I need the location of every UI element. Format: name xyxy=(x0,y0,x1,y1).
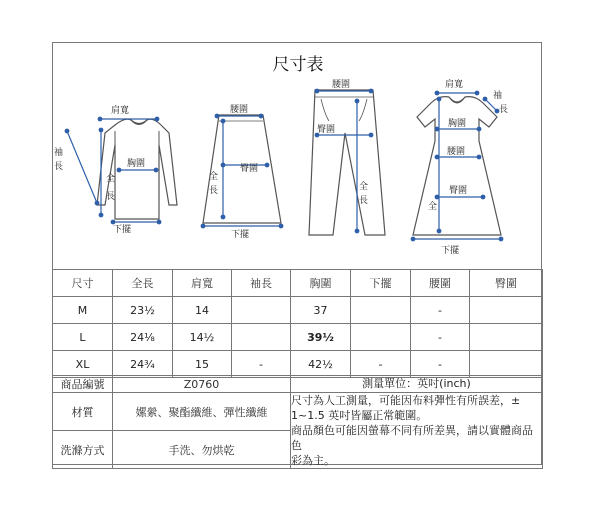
dress-hem-label: 下擺 xyxy=(441,246,460,256)
table-row xyxy=(53,297,543,324)
unit-note-text: 測量單位：英吋(inch) xyxy=(362,377,471,390)
unit-note xyxy=(291,376,543,393)
size-table-header xyxy=(53,270,543,297)
cell-size: M xyxy=(53,297,113,324)
skirt-hem-label: 下擺 xyxy=(231,230,250,240)
length-label-2: 長 xyxy=(106,192,116,202)
shoulder-label: 肩寬 xyxy=(111,106,130,116)
wash-label: 洗滌方式 xyxy=(53,431,113,469)
pants-waist-label: 腰圍 xyxy=(332,80,351,90)
cell-length: 23½ xyxy=(113,297,173,324)
header-hem: 下擺 xyxy=(351,270,411,297)
header-chest: 胸圍 xyxy=(291,270,351,297)
note-line: 商品顏色可能因螢幕不同有所差異，請以實體商品色 xyxy=(291,424,533,452)
dress-shoulder-label: 肩寬 xyxy=(445,80,464,90)
sleeve-label-1: 袖 xyxy=(54,148,64,158)
cell-hip xyxy=(470,297,543,324)
measurement-notes xyxy=(291,393,543,469)
product-code-value: Z0760 xyxy=(113,376,291,393)
garment-illustrations xyxy=(53,75,543,265)
cell-length: 24¾ xyxy=(113,351,173,378)
header-waist: 腰圍 xyxy=(411,270,470,297)
product-info-table xyxy=(52,375,543,469)
header-shoulder: 肩寬 xyxy=(173,270,232,297)
hem-label: 下擺 xyxy=(113,225,132,235)
skirt-illustration xyxy=(203,104,281,240)
cell-hem xyxy=(351,324,411,351)
cell-sleeve xyxy=(232,324,291,351)
header-sleeve: 袖長 xyxy=(232,270,291,297)
cell-hem: - xyxy=(351,351,411,378)
cell-chest: 39½ xyxy=(291,324,351,351)
chart-title: 尺寸表 xyxy=(272,55,324,75)
table-row xyxy=(53,324,543,351)
pants-length-label-2: 長 xyxy=(359,196,369,206)
dress-waist-label: 腰圍 xyxy=(447,147,466,157)
skirt-length-label-2: 長 xyxy=(209,186,219,196)
pants-length-label-1: 全 xyxy=(359,182,369,192)
cell-hip xyxy=(470,324,543,351)
dress-hip-label: 臀圍 xyxy=(449,186,468,196)
cell-waist: - xyxy=(411,324,470,351)
cell-waist: - xyxy=(411,297,470,324)
header-hip: 臀圍 xyxy=(470,270,543,297)
cell-shoulder: 14 xyxy=(173,297,232,324)
cell-chest: 42½ xyxy=(291,351,351,378)
skirt-waist-label: 腰圍 xyxy=(230,105,249,115)
cell-chest: 37 xyxy=(291,297,351,324)
cell-sleeve: - xyxy=(232,351,291,378)
material-label: 材質 xyxy=(53,393,113,431)
cell-shoulder: 14½ xyxy=(173,324,232,351)
pants-hip-label: 臀圍 xyxy=(317,125,336,135)
note-line: 1~1.5 英吋皆屬正常範圍。 xyxy=(291,409,428,422)
dress-sleeve-label-2: 長 xyxy=(499,105,509,115)
cell-waist: - xyxy=(411,351,470,378)
skirt-hip-label: 臀圍 xyxy=(240,164,259,174)
cell-size: L xyxy=(53,324,113,351)
longsleeve-top-illustration xyxy=(54,104,177,235)
dress-chest-label: 胸圍 xyxy=(448,119,467,129)
note-line: 尺寸為人工測量，可能因布料彈性有所誤差，± xyxy=(291,394,521,407)
header-length: 全長 xyxy=(113,270,173,297)
cell-hip xyxy=(470,351,543,378)
header-size: 尺寸 xyxy=(53,270,113,297)
cell-size: XL xyxy=(53,351,113,378)
table-row xyxy=(53,351,543,378)
dress-sleeve-label-1: 袖 xyxy=(493,91,503,101)
cell-sleeve xyxy=(232,297,291,324)
cell-shoulder: 15 xyxy=(173,351,232,378)
product-code-label: 商品編號 xyxy=(53,376,113,393)
skirt-length-label-1: 全 xyxy=(209,172,219,182)
wash-value: 手洗、勿烘乾 xyxy=(113,431,291,469)
chest-label: 胸圍 xyxy=(127,159,146,169)
sleeve-label-2: 長 xyxy=(54,162,64,172)
cell-hem xyxy=(351,297,411,324)
material-value: 嫘縈、聚酯纖維、彈性纖維 xyxy=(113,393,291,431)
length-label-1: 全 xyxy=(106,174,116,184)
dress-illustration xyxy=(413,78,508,256)
note-line: 彩為主。 xyxy=(291,454,335,467)
size-table xyxy=(52,269,543,378)
dress-length-label: 全 xyxy=(428,202,438,212)
cell-length: 24⅛ xyxy=(113,324,173,351)
trousers-illustration xyxy=(309,79,385,235)
